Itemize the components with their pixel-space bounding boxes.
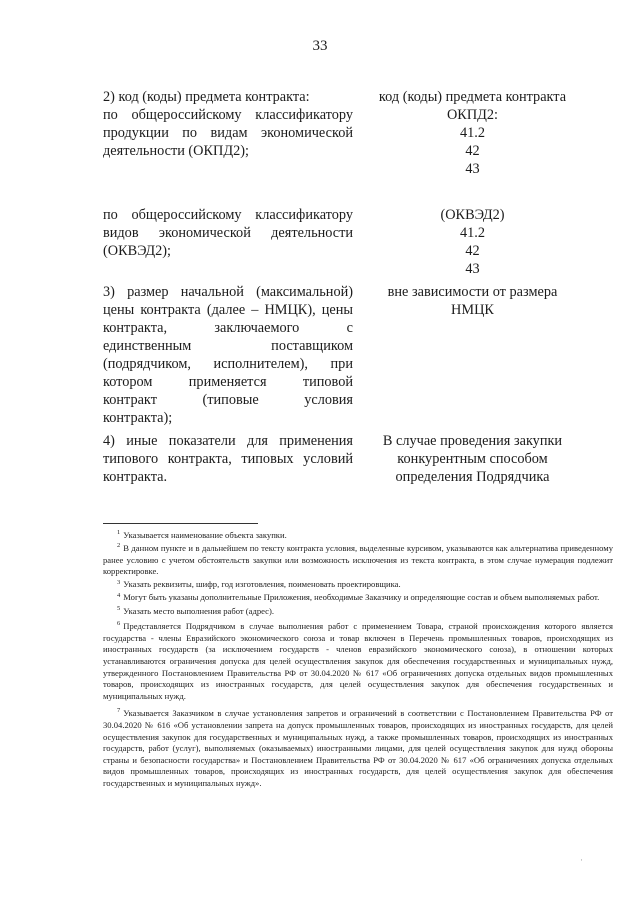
- row-other-value: [360, 432, 585, 486]
- text-line: код (коды) предмета контракта: [378, 89, 567, 105]
- text-line: продукции по видам экономической: [103, 125, 353, 141]
- text-line: цены контракта (далее – НМЦК), цены: [103, 302, 353, 318]
- footnote-5: [103, 606, 613, 618]
- text-line: котором применяется типовой: [103, 374, 353, 390]
- text-line: контракта, заключаемого с: [103, 320, 353, 336]
- footnote-6: [103, 621, 613, 702]
- footnote-text: Могут быть указаны дополнительные Приложения, необходимые Заказчику и определяющие состав и объем выполняемых работ.: [123, 592, 600, 603]
- text-line: конкурентным способом: [397, 451, 548, 467]
- text-line: В случае проведения закупки: [382, 433, 563, 449]
- row-okved2-label: [103, 206, 353, 260]
- text-line: деятельности (ОКПД2);: [103, 143, 249, 159]
- footnote-mark: 2: [117, 542, 121, 550]
- text-line: 2) код (коды) предмета контракта:: [103, 89, 310, 105]
- code-value: 42: [465, 143, 480, 159]
- footnote-text: Указать место выполнения работ (адрес).: [123, 605, 275, 616]
- footnote-mark: 5: [117, 604, 121, 612]
- footnotes: [103, 530, 613, 791]
- text-line: (ОКВЭД2);: [103, 243, 172, 259]
- page-number: 33: [312, 38, 328, 54]
- footnote-mark: 1: [117, 529, 121, 537]
- code-value: 41.2: [459, 225, 486, 241]
- footnote-mark: 3: [117, 578, 121, 586]
- footnote-text: Представляется Подрядчиком в случае выполнения работ с применением Товара, страной происхождения которого является государства - члены Евразийского экономического союза и товар включен в Перечень промышленных товаров, происходящих из иностранных государств (за исключением государств - членов евразийского экономического союза), в отношении которых устанавливаются ограничения допуска для целей осуществления закупок для обеспечения государственных и муниципальных нужд, утвержденного Постановлением Правительства РФ от 30.04.2020 № 617 «Об ограничениях допуска отдельных видов промышленных товаров, происходящих из иностранных государств, для целей осуществления закупок для обеспечения государственных и муниципальных нужд.: [103, 621, 613, 701]
- text-line: видов экономической деятельности: [103, 225, 353, 241]
- text-line: (ОКВЭД2): [440, 207, 505, 223]
- code-value: 43: [465, 161, 480, 177]
- footnote-text: В данном пункте и в дальнейшем по тексту контракта условия, выделенные курсивом, указываются как альтернатива приведенному ранее условию с учетом обстоятельств закупки или возможность исключения из текста контракта, в этом случае нумерация подлежит корректировке.: [103, 543, 613, 577]
- row-other-label: [103, 432, 353, 486]
- footnote-text: Указывается наименование объекта закупки.: [123, 530, 287, 540]
- row-nmck-value: [360, 283, 585, 319]
- text-line: контракта.: [103, 469, 168, 485]
- text-line: единственным поставщиком: [103, 338, 353, 354]
- code-value: 42: [465, 243, 480, 259]
- footnote-2: [103, 543, 613, 578]
- code-value: 43: [465, 261, 480, 277]
- text-line: контракт (типовые условия: [103, 392, 353, 408]
- row-okved2-value: [360, 206, 585, 278]
- footnote-text: Указать реквизиты, шифр, год изготовления, поименовать проектировщика.: [123, 579, 401, 590]
- text-line: ОКПД2:: [446, 107, 499, 123]
- footnote-mark: 6: [117, 620, 121, 628]
- footnote-mark: 7: [117, 707, 121, 715]
- text-line: 4) иные показатели для применения: [103, 433, 353, 449]
- text-line: определения Подрядчика: [395, 469, 550, 485]
- text-line: по общероссийскому классификатору: [103, 207, 353, 223]
- row-nmck-label: [103, 283, 353, 427]
- footnote-4: [103, 592, 613, 604]
- text-line: вне зависимости от размера: [387, 284, 558, 300]
- row-okpd2-label: [103, 88, 353, 160]
- text-line: контракта);: [103, 410, 173, 426]
- text-line: 3) размер начальной (максимальной): [103, 284, 353, 300]
- text-line: НМЦК: [451, 302, 494, 318]
- footnote-1: [103, 530, 613, 542]
- text-line: (подрядчиком, исполнителем), при: [103, 356, 353, 372]
- scan-mark: ·: [580, 855, 583, 865]
- footnote-mark: 4: [117, 591, 121, 599]
- footnote-3: [103, 579, 613, 591]
- footnote-text: Указывается Заказчиком в случае установления запретов и ограничений в соответствии с Постановлением Правительства РФ от 30.04.2020 № 616 «Об установлении запрета на допуск промышленных товаров, происходящих из иностранных государств, для целей осуществления закупок для государственных и муниципальных нужд, а также промышленных товаров, происходящих из иностранных государств, работ (услуг), выполняемых (оказываемых) иностранными лицами, для целей осуществления закупок для нужд обороны страны и безопасности государства» и Постановлением Правительства РФ от 30.04.2020 № 617 «Об ограничениях допуска отдельных видов промышленных товаров, происходящих из иностранных государств, для целей осуществления закупок для обеспечения государственных и муниципальных нужд».: [103, 708, 613, 788]
- text-line: типового контракта, типовых условий: [103, 451, 353, 467]
- row-okpd2-value: [360, 88, 585, 178]
- footnote-divider: [103, 523, 258, 524]
- footnote-7: [103, 708, 613, 789]
- code-value: 41.2: [459, 125, 486, 141]
- text-line: по общероссийскому классификатору: [103, 107, 353, 123]
